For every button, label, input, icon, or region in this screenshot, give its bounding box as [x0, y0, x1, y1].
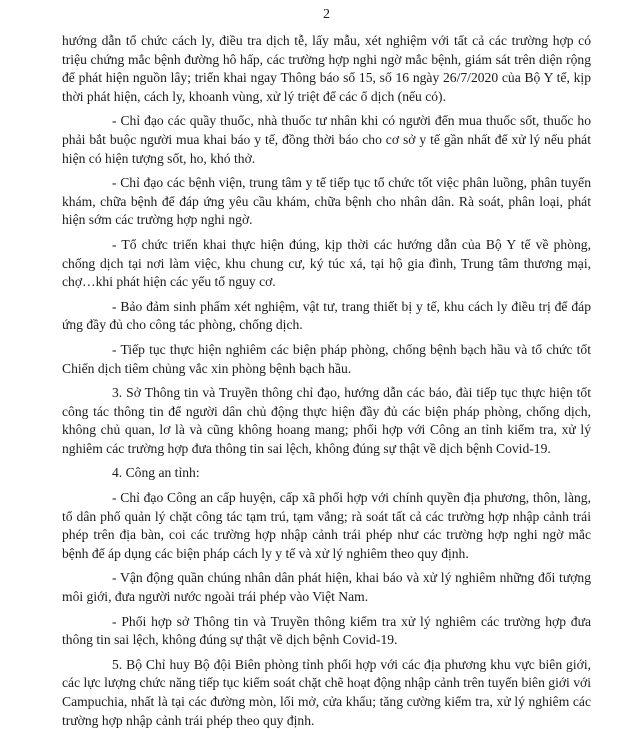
- paragraph-implementation: - Tổ chức triển khai thực hiện đúng, kịp thời các hướng dẫn của Bộ Y tế về phòng, chống dịch tại nơi làm việc, khu chung cư, ký túc xá, tại hộ gia đình, Trung tâm thương mại, chợ…khi phát hiện các yếu tố nguy cơ.: [62, 236, 591, 290]
- paragraph-police-residence: - Chỉ đạo Công an cấp huyện, cấp xã phối hợp với chính quyền địa phương, thôn, làng, tổ dân phố quản lý chặt công tác tạm trú, tạm vắng; rà soát tất cả các trường hợp nhập cảnh trái phép trên địa bàn, coi các trường hợp nhập cảnh trái phép như các trường hợp nghi ngờ mắc bệnh để áp dụng các biện pháp cách ly y tế và xử lý nghiêm theo quy định.: [62, 490, 591, 561]
- paragraph-police-mobilize: - Vận động quần chúng nhân dân phát hiện, khai báo và xử lý nghiêm những đối tượng môi giới, đưa người nước ngoài trái phép vào Việt Nam.: [62, 570, 591, 605]
- paragraph-info-comm: 3. Sở Thông tin và Truyền thông chỉ đạo, hướng dẫn các báo, đài tiếp tục thực hiện tốt công tác thông tin để người dân chủ động thực hiện đầy đủ các biện pháp phòng, chống dịch, không chủ quan, lơ là và cũng không hoang mang; phối hợp với Công an tỉnh kiểm tra, xử lý nghiêm các trường hợp đưa thông tin sai lệch, không đúng sự thật về dịch bệnh Covid-19.: [62, 385, 591, 456]
- paragraph-hospitals: - Chỉ đạo các bệnh viện, trung tâm y tế tiếp tục tổ chức tốt việc phân luồng, phân tuyến khám, chữa bệnh để đáp ứng yêu cầu khám, chữa bệnh cho nhân dân. Rà soát, phân loại, phát hiện sớm các trường hợp nghi ngờ.: [62, 175, 591, 228]
- paragraph-police-heading: 4. Công an tỉnh:: [112, 465, 200, 481]
- paragraph-continuation: hướng dẫn tổ chức cách ly, điều tra dịch tễ, lấy mẫu, xét nghiệm với tất cả các trường hợp có triệu chứng mắc bệnh đường hô hấp, các trường hợp nghi ngờ mắc bệnh, giám sát trên diện rộng để phát hiện nguồn lây; triển khai ngay Thông báo số 15, số 16 ngày 26/7/2020 của Bộ Y tế, kịp thời phát hiện, cách ly, khoanh vùng, xử lý triệt để các ổ dịch (nếu có).: [62, 33, 591, 104]
- paragraph-border-guard: 5. Bộ Chỉ huy Bộ đội Biên phòng tỉnh phối hợp với các địa phương khu vực biên giới, các lực lượng chức năng tiếp tục kiểm soát chặt chẽ hoạt động nhập cảnh trên tuyến biên giới với Campuchia, nhất là tại các đường mòn, lối mở, cửa khẩu; tăng cường kiểm tra, xử lý nghiêm các trường hợp nhập cảnh trái phép theo quy định.: [62, 656, 591, 728]
- paragraph-supplies: - Bảo đảm sinh phẩm xét nghiệm, vật tư, trang thiết bị y tế, khu cách ly điều trị để đáp ứng đầy đủ cho công tác phòng, chống dịch.: [62, 298, 591, 333]
- paragraph-police-coordinate: - Phối hợp sở Thông tin và Truyền thông kiểm tra xử lý nghiêm các trường hợp đưa thông tin sai lệch, không đúng sự thật về dịch bệnh Covid-19.: [62, 613, 591, 648]
- paragraph-diphtheria: - Tiếp tục thực hiện nghiêm các biện pháp phòng, chống bệnh bạch hầu và tổ chức tốt Chiến dịch tiêm chủng vắc xin phòng bệnh bạch hầu.: [62, 341, 591, 376]
- page-number: 2: [323, 7, 330, 22]
- paragraph-pharmacies: - Chỉ đạo các quầy thuốc, nhà thuốc tư nhân khi có người đến mua thuốc sốt, thuốc ho phải bắt buộc người mua khai báo y tế, đồng thời báo cho cơ sở y tế gần nhất để xử lý nếu phát hiện có hiện tượng sốt, ho, khó thở.: [62, 113, 591, 166]
